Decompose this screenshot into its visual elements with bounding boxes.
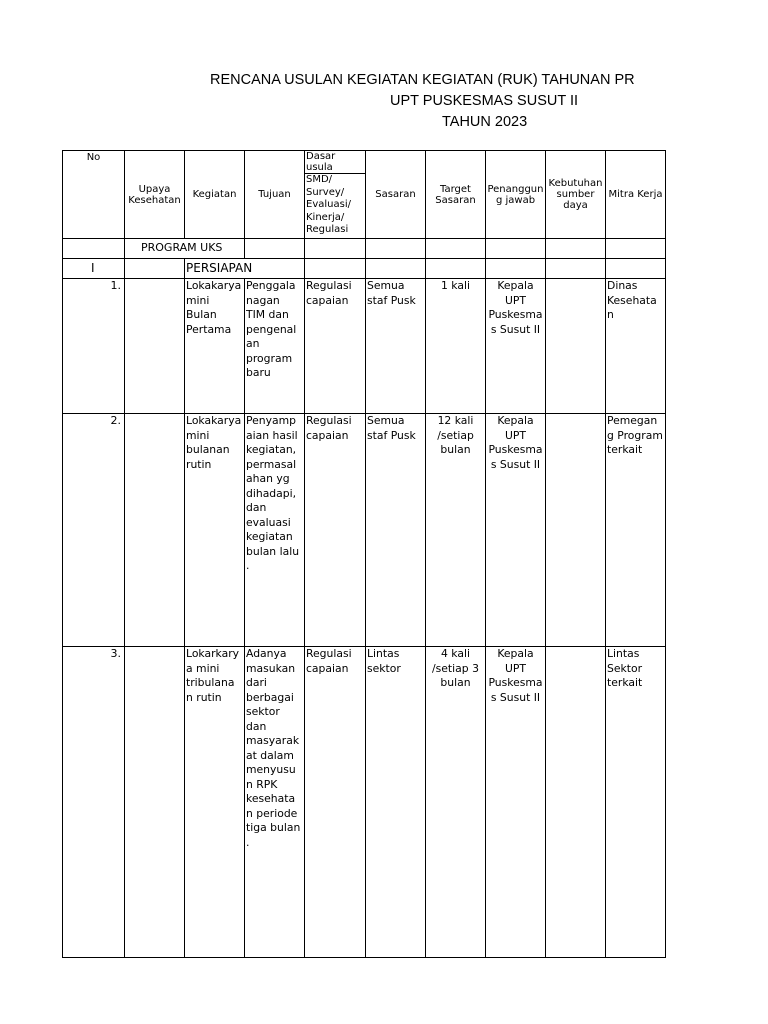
row-penanggung: Kepala UPT Puskesma s Susut II	[486, 647, 546, 958]
row-tujuan: Adanya masukan dari berbagai sektor dan masyarak at dalam menyusu n RPK kesehata n periode tiga bulan .	[245, 647, 305, 958]
program-row	[63, 239, 666, 259]
row-kebutuhan	[546, 414, 606, 647]
program-label: PROGRAM UKS	[125, 239, 245, 259]
program-empty-cell	[426, 239, 486, 259]
header-no: No	[63, 151, 125, 239]
row-tujuan: Penyamp aian hasil kegiatan, permasal ahan yg dihadapi, dan evaluasi kegiatan bulan lalu .	[245, 414, 305, 647]
program-empty-cell	[546, 239, 606, 259]
section-empty-cell	[366, 259, 426, 279]
row-mitra: Lintas Sektor terkait	[606, 647, 666, 958]
header-penanggung-jawab: Penanggun g jawab	[486, 151, 546, 239]
header-kebutuhan-sumber-daya: Kebutuhan sumber daya	[546, 151, 606, 239]
row-penanggung: Kepala UPT Puskesma s Susut II	[486, 414, 546, 647]
row-dasar: Regulasi capaian	[305, 414, 366, 647]
row-upaya	[125, 647, 185, 958]
row-kebutuhan	[546, 279, 606, 414]
header-sasaran: Sasaran	[366, 151, 426, 239]
row-dasar: Regulasi capaian	[305, 647, 366, 958]
row-target: 4 kali /setiap 3 bulan	[426, 647, 486, 958]
row-no: 3.	[63, 647, 125, 958]
section-empty-cell	[486, 259, 546, 279]
header-upaya-kesehatan: Upaya Kesehatan	[125, 151, 185, 239]
row-kegiatan: Lokakarya mini Bulan Pertama	[185, 279, 245, 414]
row-kegiatan: Lokakarya mini bulanan rutin	[185, 414, 245, 647]
header-dasar-usulan-sub: SMD/ Survey/ Evaluasi/ Kinerja/ Regulasi	[305, 174, 366, 239]
program-no-cell	[63, 239, 125, 259]
section-label: PERSIAPAN	[185, 259, 305, 279]
row-mitra: Pemegan g Program terkait	[606, 414, 666, 647]
section-empty-cell	[426, 259, 486, 279]
header-tujuan: Tujuan	[245, 151, 305, 239]
section-empty-cell	[305, 259, 366, 279]
row-tujuan: Penggala nagan TIM dan pengenal an program baru	[245, 279, 305, 414]
program-empty-cell	[486, 239, 546, 259]
header-kegiatan: Kegiatan	[185, 151, 245, 239]
section-no: I	[63, 259, 125, 279]
table-row	[63, 414, 666, 647]
program-empty-cell	[305, 239, 366, 259]
header-dasar-usulan: Dasar usula	[305, 151, 366, 174]
row-no: 1.	[63, 279, 125, 414]
row-penanggung: Kepala UPT Puskesma s Susut II	[486, 279, 546, 414]
row-upaya	[125, 414, 185, 647]
row-dasar: Regulasi capaian	[305, 279, 366, 414]
program-empty-cell	[245, 239, 305, 259]
table-row	[63, 647, 666, 958]
header-target-sasaran: Target Sasaran	[426, 151, 486, 239]
header-mitra-kerja: Mitra Kerja	[606, 151, 666, 239]
section-empty-cell	[606, 259, 666, 279]
row-target: 12 kali /setiap bulan	[426, 414, 486, 647]
ruk-table	[62, 150, 666, 958]
row-sasaran: Semua staf Pusk	[366, 414, 426, 647]
section-empty-cell	[125, 259, 185, 279]
row-sasaran: Lintas sektor	[366, 647, 426, 958]
row-target: 1 kali	[426, 279, 486, 414]
row-upaya	[125, 279, 185, 414]
row-kebutuhan	[546, 647, 606, 958]
document-subtitle-year: TAHUN 2023	[442, 114, 528, 130]
row-kegiatan: Lokarkary a mini tribulana n rutin	[185, 647, 245, 958]
row-mitra: Dinas Kesehata n	[606, 279, 666, 414]
document-title: RENCANA USULAN KEGIATAN KEGIATAN (RUK) TAHUNAN PR	[210, 72, 635, 88]
section-empty-cell	[546, 259, 606, 279]
row-no: 2.	[63, 414, 125, 647]
document-subtitle-organization: UPT PUSKESMAS SUSUT II	[390, 93, 579, 109]
program-empty-cell	[606, 239, 666, 259]
table-header-row	[63, 151, 666, 174]
program-empty-cell	[366, 239, 426, 259]
row-sasaran: Semua staf Pusk	[366, 279, 426, 414]
table-row	[63, 279, 666, 414]
section-row	[63, 259, 666, 279]
